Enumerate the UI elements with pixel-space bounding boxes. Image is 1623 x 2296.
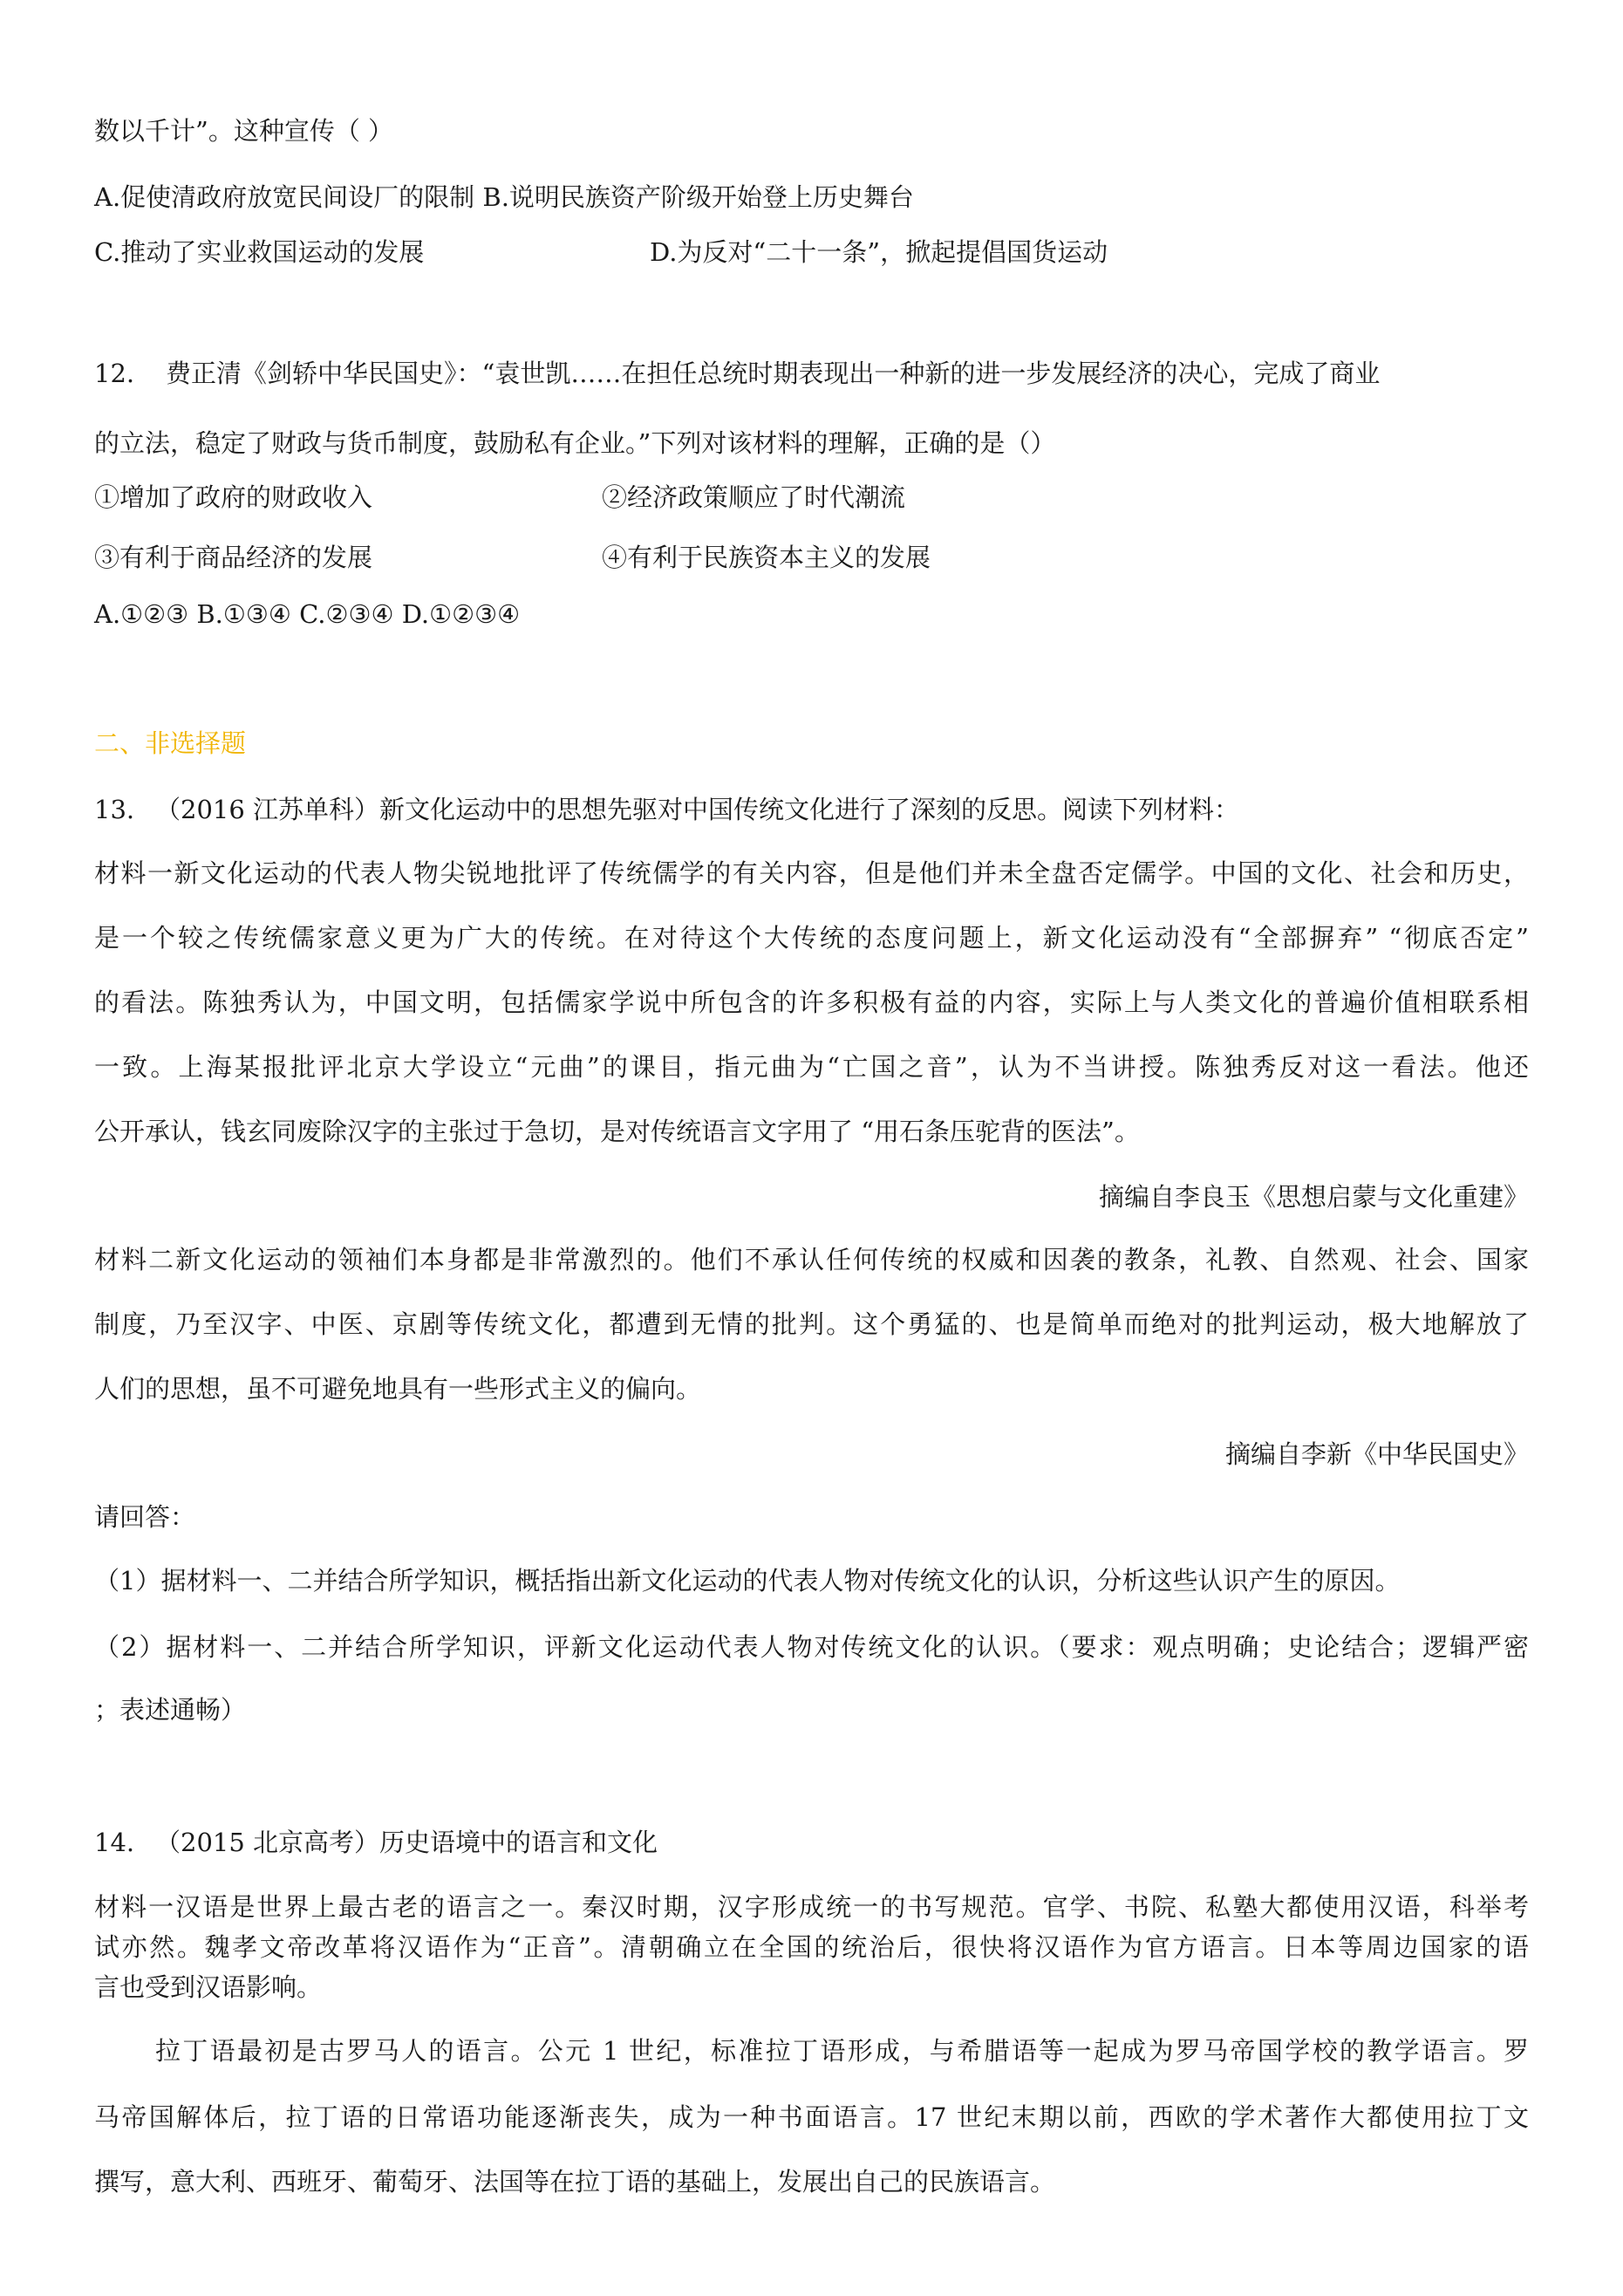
q13-material2-line1: 材料二新文化运动的领袖们本身都是非常激烈的。他们不承认任何传统的权威和因袭的教条，礼教、自然观、社会、国家	[94, 1245, 1529, 1274]
q12-item-4: ④有利于民族资本主义的发展	[602, 543, 931, 572]
q13-material2-source: 摘编自李新《中华民国史》	[1224, 1439, 1529, 1469]
q13-material2-line3: 人们的思想，虽不可避免地具有一些形式主义的偏向。	[94, 1374, 702, 1404]
q14-stem: （2015 北京高考）历史语境中的语言和文化	[155, 1828, 658, 1857]
q12-options: A.①②③ B.①③④ C.②③④ D.①②③④	[94, 599, 521, 629]
q14-paragraph2-line3: 撰写，意大利、西班牙、葡萄牙、法国等在拉丁语的基础上，发展出自己的民族语言。	[94, 2167, 1056, 2197]
q13-sub-question-1: （1）据材料一、二并结合所学知识，概括指出新文化运动的代表人物对传统文化的认识，分析这些认识产生的原因。	[94, 1566, 1401, 1596]
q13-sub-question-2-line2: ；表述通畅）	[94, 1695, 247, 1725]
q13-material2-line2: 制度，乃至汉字、中医、京剧等传统文化，都遭到无情的批判。这个勇猛的、也是简单而绝对的批判运动，极大地解放了	[94, 1309, 1529, 1339]
q11-option-d: D.为反对“二十一条”，掀起提倡国货运动	[650, 237, 1108, 267]
q11-option-c: C.推动了实业救国运动的发展	[94, 237, 425, 267]
q11-options-ab: A.促使清政府放宽民间设厂的限制 B.说明民族资产阶级开始登上历史舞台	[94, 182, 914, 212]
q13-material1-line3: 的看法。陈独秀认为，中国文明，包括儒家学说中所包含的许多积极有益的内容，实际上与人类文化的普遍价值相联系相	[94, 987, 1529, 1017]
q13-material1-line5: 公开承认，钱玄同废除汉字的主张过于急切，是对传统语言文字用了 “用石条压驼背的医法”。	[94, 1117, 1140, 1146]
q14-number: 14.	[94, 1828, 135, 1857]
q12-number: 12.	[94, 359, 135, 388]
q12-stem-line2: 的立法，稳定了财政与货币制度，鼓励私有企业。”下列对该材料的理解，正确的是（）	[94, 428, 1056, 458]
q13-material1-line4: 一致。上海某报批评北京大学设立“元曲”的课目，指元曲为“亡国之音”，认为不当讲授。陈独秀反对这一看法。他还	[94, 1052, 1529, 1082]
q12-item-2: ②经济政策顺应了时代潮流	[602, 482, 906, 512]
q12-stem-line1: 费正清《剑轿中华民国史》：“袁世凯……在担任总统时期表现出一种新的进一步发展经济的决心，完成了商业	[166, 359, 1381, 388]
q13-ask: 请回答：	[94, 1502, 196, 1532]
q13-material1-line1: 材料一新文化运动的代表人物尖锐地批评了传统儒学的有关内容，但是他们并未全盘否定儒学。中国的文化、社会和历史，	[94, 858, 1529, 888]
q14-material1-line2: 试亦然。魏孝文帝改革将汉语作为“正音”。清朝确立在全国的统治后，很快将汉语作为官方语言。日本等周边国家的语	[94, 1932, 1529, 1962]
q13-material1-line2: 是一个较之传统儒家意义更为广大的传统。在对待这个大传统的态度问题上，新文化运动没有“全部摒弃” “彻底否定”	[94, 923, 1529, 953]
q12-item-3: ③有利于商品经济的发展	[94, 543, 373, 572]
q13-sub-question-2-line1: （2）据材料一、二并结合所学知识，评新文化运动代表人物对传统文化的认识。（要求：观点明确；史论结合；逻辑严密	[94, 1632, 1529, 1662]
q13-number: 13.	[94, 795, 135, 824]
q14-material1-line1: 材料一汉语是世界上最古老的语言之一。秦汉时期，汉字形成统一的书写规范。官学、书院、私塾大都使用汉语，科举考	[94, 1892, 1529, 1922]
q14-paragraph2-line1: 拉丁语最初是古罗马人的语言。公元 1 世纪，标准拉丁语形成，与希腊语等一起成为罗马帝国学校的教学语言。罗	[155, 2036, 1529, 2066]
q11-stem-tail: 数以千计”。这种宣传（ ）	[94, 116, 394, 146]
q14-paragraph2-line2: 马帝国解体后，拉丁语的日常语功能逐渐丧失，成为一种书面语言。17 世纪末期以前，西欧的学术著作大都使用拉丁文	[94, 2102, 1529, 2132]
q14-material1-line3: 言也受到汉语影响。	[94, 1972, 323, 2002]
q13-stem: （2016 江苏单科）新文化运动中的思想先驱对中国传统文化进行了深刻的反思。阅读下列材料：	[155, 795, 1240, 824]
q12-item-1: ①增加了政府的财政收入	[94, 482, 373, 512]
section-heading: 二、非选择题	[94, 728, 247, 758]
q13-material1-source: 摘编自李良玉《思想启蒙与文化重建》	[1098, 1182, 1529, 1212]
